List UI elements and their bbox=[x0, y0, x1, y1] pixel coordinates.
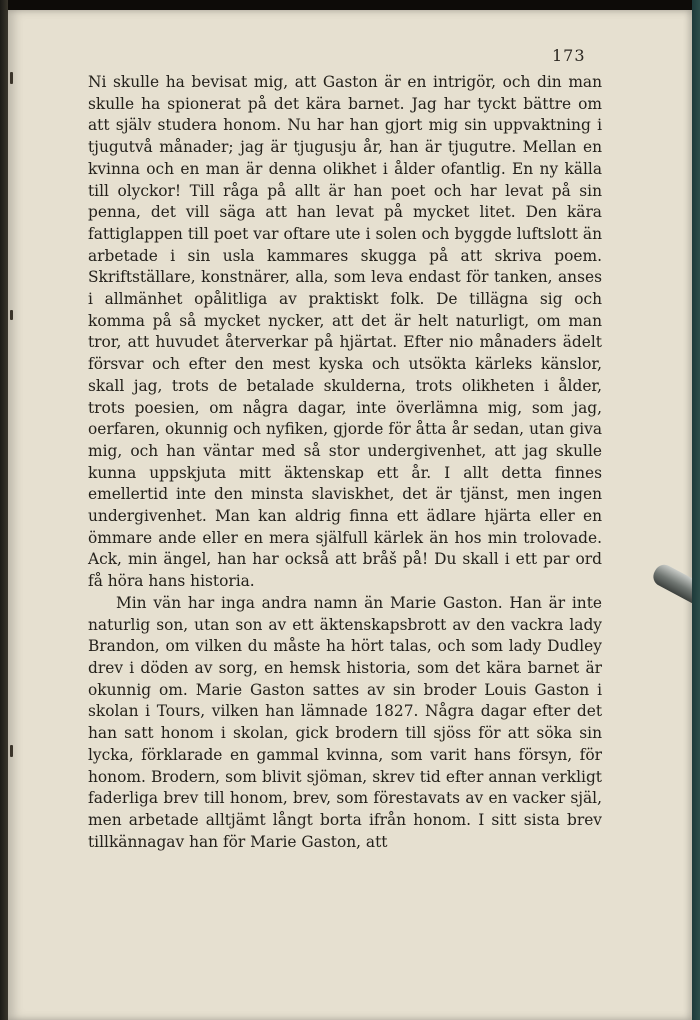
margin-tick bbox=[10, 72, 13, 84]
margin-tick bbox=[10, 745, 13, 757]
body-text bbox=[88, 72, 602, 853]
paragraph: Ni skulle ha bevisat mig, att Gaston är en intrigör, och din man skulle ha spionerat på det kära barnet. Jag har tyckt bättre om att själv studera honom. Nu har han gjort mig sin uppvaktning i tjugutvå månader; jag är tjugusju år, han är tjugutre. Mellan en kvinna och en man är denna olikhet i ålder ofantlig. En ny källa till olyckor! Till råga på allt är han poet och har levat på sin penna, det vill säga att han levat på mycket litet. Den kära fattiglappen till poet var oftare ute i solen och byggde luftslott än arbetade i sin usla kammares skugga på att skriva poem. Skriftställare, konstnärer, alla, som leva endast för tanken, anses i allmänhet opålitliga av praktiskt folk. De tillägna sig och komma på så mycket nycker, att det är helt naturligt, om man tror, att huvudet återverkar på hjärtat. Efter nio månaders ädelt försvar och efter den mest kyska och utsökta kärleks känslor, skall jag, trots de betalade skulderna, trots olikheten i ålder, trots poesien, om några dagar, inte överlämna mig, som jag, oerfaren, okunnig och nyfiken, gjorde för åtta år sedan, utan giva mig, och han väntar med så stor undergivenhet, att jag skulle kunna uppskjuta mitt äktenskap ett år. I allt detta finnes emellertid inte den minsta slaviskhet, det är tjänst, men ingen undergivenhet. Man kan aldrig finna ett ädlare hjärta eller en ömmare ande eller en mera själfull kärlek än hos min trolovade. Ack, min ängel, han har också att bråš på! Du skall i ett par ord få höra hans historia. bbox=[88, 73, 602, 591]
left-binding-edge bbox=[0, 0, 8, 1020]
book-page bbox=[8, 10, 692, 1020]
paragraph: Min vän har inga andra namn än Marie Gaston. Han är inte naturlig son, utan son av ett äktenskapsbrott av den vackra lady Brandon, om vilken du måste ha hört talas, och som lady Dudley drev i döden av sorg, en hemsk historia, som det kära barnet är okunnig om. Marie Gaston sattes av sin broder Louis Gaston i skolan i Tours, vilken han lämnade 1827. Några dagar efter det han satt honom i skolan, gick brodern till sjöss för att söka sin lycka, förklarade en gammal kvinna, som varit hans försyn, för honom. Brodern, som blivit sjöman, skrev tid efter annan verkligt faderliga brev till honom, brev, som förestavats av en vacker själ, men arbetade alltjämt långt borta ifrån honom. I sitt sista brev tillkännagav han för Marie Gaston, att bbox=[88, 593, 602, 851]
right-page-edge bbox=[692, 0, 700, 1020]
top-scan-edge bbox=[0, 0, 700, 10]
margin-tick bbox=[10, 310, 13, 320]
page-number: 173 bbox=[552, 46, 586, 65]
